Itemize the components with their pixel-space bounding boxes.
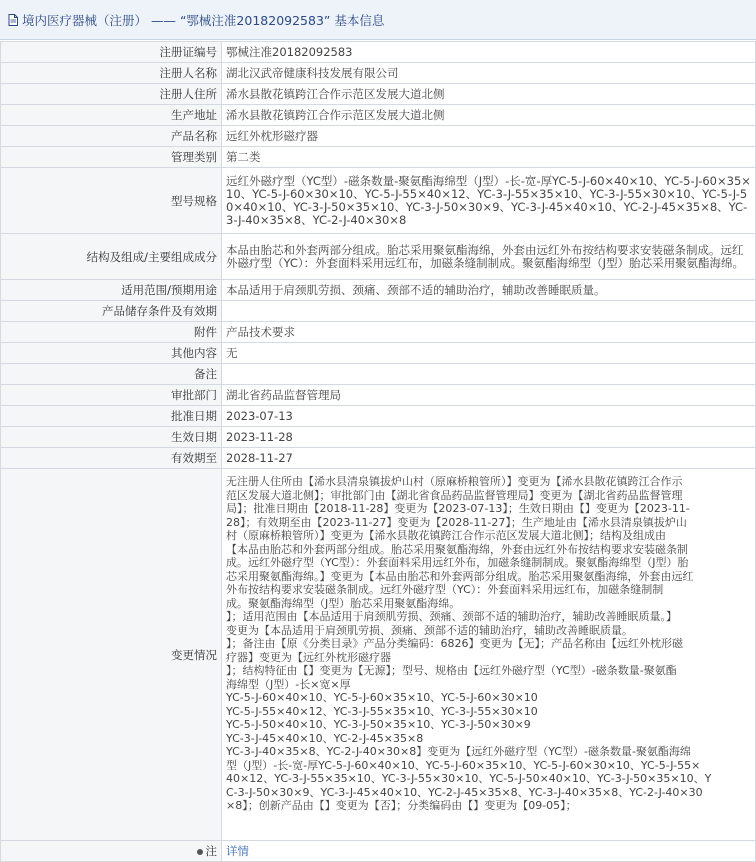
field-label: 产品储存条件及有效期 xyxy=(1,301,222,322)
field-label: 批准日期 xyxy=(1,406,222,427)
field-label: 注册人名称 xyxy=(1,63,222,84)
table-row xyxy=(1,84,756,105)
change-line: 局】；批准日期由【2018-11-28】变更为【2023-07-13】；生效日期由【】变更为【2023-11- xyxy=(226,502,690,515)
change-line: YC-5-J-55×40×12、YC-3-J-55×35×10、YC-3-J-55×30×10 xyxy=(226,704,538,718)
field-value: 鄂械注准20182092583 xyxy=(222,42,756,63)
field-value: 湖北汉武帝健康科技发展有限公司 xyxy=(222,63,756,84)
field-value: 本品由胎芯和外套两部分组成。胎芯采用聚氨酯海绵，外套由远红外布按结构要求安装磁条制成。远红外磁疗型（YC）：外套面料采用远红布，加磁条缝制制成。聚氨酯海绵型（J型）胎芯采用聚氨酯海绵。 xyxy=(222,234,756,280)
table-row-change-history xyxy=(1,469,756,841)
field-value: 第二类 xyxy=(222,147,756,168)
change-line: 】；适用范围由【本品适用于肩颈肌劳损、颈痛、颈部不适的辅助治疗，辅助改善睡眠质量。】 xyxy=(226,610,677,623)
field-value xyxy=(222,301,756,322)
field-label: 附件 xyxy=(1,322,222,343)
field-label: 产品名称 xyxy=(1,126,222,147)
change-line: 【本品由胎芯和外套两部分组成。胎芯采用聚氨酯海绵，外套由远红外布按结构要求安装磁条制 xyxy=(226,542,688,556)
change-line: 】；备注由【原《分类目录》产品分类编码：6826】变更为【无】；产品名称由【远红外枕形磁 xyxy=(226,637,683,650)
note-label: 注 xyxy=(205,844,217,858)
field-value xyxy=(222,364,756,385)
change-line: YC-3-J-45×40×10、YC-2-J-45×35×8 xyxy=(226,731,424,745)
change-line: 芯采用聚氨酯海绵。】变更为【本品由胎芯和外套两部分组成。胎芯采用聚氨酯海绵，外套由远红 xyxy=(226,569,694,583)
field-label: 审批部门 xyxy=(1,385,222,406)
change-line: 成。聚氨酯海绵型（J型）胎芯采用聚氨酯海绵。 xyxy=(226,596,461,610)
note-value-cell xyxy=(222,841,756,862)
field-value: 产品技术要求 xyxy=(222,322,756,343)
table-row xyxy=(1,168,756,234)
field-value: 2028-11-27 xyxy=(222,448,756,469)
change-line: YC-5-J-50×40×10、YC-3-J-50×35×10、YC-3-J-50×30×9 xyxy=(226,718,531,731)
table-row xyxy=(1,301,756,322)
change-line: 28】；有效期至由【2023-11-27】变更为【2028-11-27】；生产地址由【浠水县清泉镇拔炉山 xyxy=(226,515,687,529)
change-line: 型（J型）-长-宽-厚YC-5-J-60×40×10、YC-5-J-60×35×10、YC-5-J-60×30×10、YC-5-J-55× xyxy=(226,758,701,772)
info-dot-icon xyxy=(197,849,203,855)
change-line: YC-5-J-60×40×10、YC-5-J-60×35×10、YC-5-J-60×30×10 xyxy=(226,691,538,704)
field-label: 其他内容 xyxy=(1,343,222,364)
table-row xyxy=(1,322,756,343)
table-row xyxy=(1,448,756,469)
change-line: 外布按结构要求安装磁条制成。远红外磁疗型（YC）：外套面料采用远红布，加磁条缝制制 xyxy=(226,583,664,596)
change-line: C-3-J-50×30×9、YC-3-J-45×40×10、YC-2-J-45×35×8、YC-3-J-40×35×8、YC-2-J-40×30 xyxy=(226,785,703,799)
field-label: 生产地址 xyxy=(1,105,222,126)
table-row xyxy=(1,385,756,406)
table-row xyxy=(1,280,756,301)
field-value: 湖北省药品监督管理局 xyxy=(222,385,756,406)
change-line: 成。远红外磁疗型（YC型）：外套面料采用远红外布，加磁条缝制制成。聚氨酯海绵型（J型）胎 xyxy=(226,556,689,569)
field-label: 变更情况 xyxy=(1,469,222,841)
table-row xyxy=(1,42,756,63)
detail-link[interactable]: 详情 xyxy=(226,843,249,858)
registration-info-table xyxy=(0,41,756,862)
page-header xyxy=(0,0,756,40)
field-value: 浠水县散花镇跨江合作示范区发展大道北侧 xyxy=(222,84,756,105)
field-value: 远红外磁疗型（YC型）-磁条数量-聚氨酯海绵型（J型）-长-宽-厚YC-5-J-60×40×10、YC-5-J-60×35×10、YC-5-J-60×30×10、YC-5-J-55×40×12、YC-3-J-55×35×10、YC-3-J-55×30×10、YC-5-J-50×40×10、YC-3-J-50×35×10、YC-3-J-50×30×9、YC-3-J-45×40×10、YC-2-J-45×35×8、YC-3-J-40×35×8、YC-2-J-40×30×8 xyxy=(222,168,756,234)
change-line: 变更为【本品适用于肩颈肌劳损、颈痛、颈部不适的辅助治疗，辅助改善睡眠质量。 xyxy=(226,623,633,637)
field-value: 2023-11-28 xyxy=(222,427,756,448)
table-row xyxy=(1,105,756,126)
table-row xyxy=(1,364,756,385)
field-label: 结构及组成/主要组成成分 xyxy=(1,234,222,280)
change-line: 范区发展大道北侧】；审批部门由【湖北省食品药品监督管理局】变更为【湖北省药品监督管理 xyxy=(226,488,683,502)
field-value: 本品适用于肩颈肌劳损、颈痛、颈部不适的辅助治疗，辅助改善睡眠质量。 xyxy=(222,280,756,301)
table-row xyxy=(1,343,756,364)
field-value: 浠水县散花镇跨江合作示范区发展大道北侧 xyxy=(222,105,756,126)
table-row xyxy=(1,427,756,448)
change-line: 疗器】变更为【远红外枕形磁疗器 xyxy=(226,650,391,664)
table-row xyxy=(1,147,756,168)
field-label: 备注 xyxy=(1,364,222,385)
field-label: 生效日期 xyxy=(1,427,222,448)
table-row xyxy=(1,234,756,280)
change-line: 40×12、YC-3-J-55×35×10、YC-3-J-55×30×10、YC-5-J-50×40×10、YC-3-J-50×35×10、Y xyxy=(226,772,712,785)
change-line: 】；结构特征由【】变更为【无源】；型号、规格由【远红外磁疗型（YC型）-磁条数量-聚氨酯 xyxy=(226,664,677,677)
change-line: 村（原麻桥粮管所）】变更为【浠水县散花镇跨江合作示范区发展大道北侧】；结构及组成由 xyxy=(226,529,666,542)
field-value: 远红外枕形磁疗器 xyxy=(222,126,756,147)
field-value: 2023-07-13 xyxy=(222,406,756,427)
field-value: 无 xyxy=(222,343,756,364)
field-label: 有效期至 xyxy=(1,448,222,469)
change-line: ×8】；创新产品由【】变更为【否】；分类编码由【】变更为【09-05】； xyxy=(226,799,577,812)
change-line: YC-3-J-40×35×8、YC-2-J-40×30×8】变更为【远红外磁疗型（YC型）-磁条数量-聚氨酯海绵 xyxy=(226,745,691,758)
table-row xyxy=(1,126,756,147)
document-icon xyxy=(8,14,18,26)
note-label-cell xyxy=(1,841,222,862)
table-row-note xyxy=(1,841,756,862)
field-label: 注册人住所 xyxy=(1,84,222,105)
field-label: 管理类别 xyxy=(1,147,222,168)
field-label: 型号规格 xyxy=(1,168,222,234)
field-label: 注册证编号 xyxy=(1,42,222,63)
change-line: 无注册人住所由【浠水县清泉镇拔炉山村（原麻桥粮管所）】变更为【浠水县散花镇跨江合作示 xyxy=(226,475,683,488)
page-title: 境内医疗器械（注册） —— “鄂械注准20182092583” 基本信息 xyxy=(22,12,385,28)
field-label: 适用范围/预期用途 xyxy=(1,280,222,301)
change-line: 海绵型（J型）-长×宽×厚 xyxy=(226,677,351,691)
table-row xyxy=(1,406,756,427)
change-history-value xyxy=(222,469,756,841)
table-row xyxy=(1,63,756,84)
